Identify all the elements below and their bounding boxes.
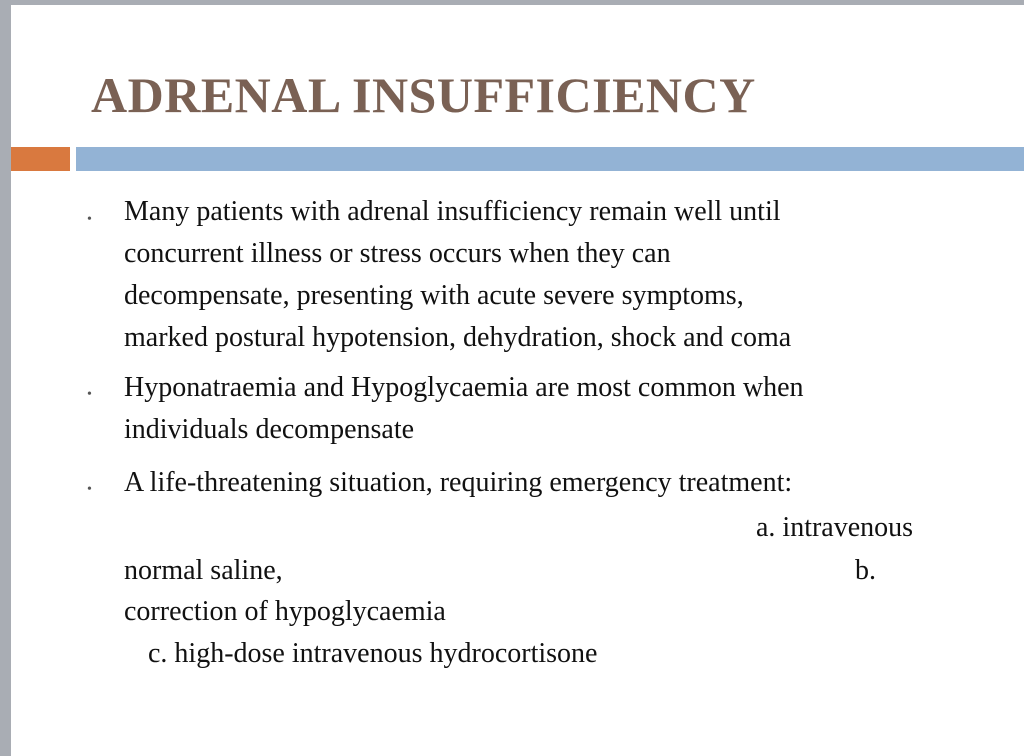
treatment-item-a: a. intravenous bbox=[756, 512, 914, 543]
window-frame-left bbox=[0, 0, 11, 756]
slide-title: ADRENAL INSUFFICIENCY bbox=[91, 67, 756, 123]
bullet-line: Many patients with adrenal insufficiency remain well until bbox=[124, 196, 781, 227]
bullet-text bbox=[124, 367, 804, 451]
bullet-marker: • bbox=[87, 212, 92, 227]
slide-content bbox=[11, 5, 1024, 756]
treatment-item-a-continuation: normal saline, bbox=[124, 555, 283, 586]
bullet-line: A life-threatening situation, requiring emergency treatment: bbox=[124, 467, 793, 498]
treatment-item-b: b. bbox=[855, 555, 876, 586]
bullet-text bbox=[124, 191, 791, 359]
bullet-line: individuals decompensate bbox=[124, 414, 415, 445]
slide bbox=[11, 5, 1024, 756]
bullet-text bbox=[124, 462, 792, 504]
bullet-line: concurrent illness or stress occurs when they can bbox=[124, 238, 671, 269]
bullet-marker: • bbox=[87, 482, 92, 497]
bullet-line: marked postural hypotension, dehydration, shock and coma bbox=[124, 322, 792, 353]
treatment-item-c: c. high-dose intravenous hydrocortisone bbox=[148, 638, 598, 669]
bullet-marker: • bbox=[87, 387, 92, 402]
treatment-item-b-continuation: correction of hypoglycaemia bbox=[124, 596, 446, 627]
bullet-line: Hyponatraemia and Hypoglycaemia are most common when bbox=[124, 372, 804, 403]
bullet-line: decompensate, presenting with acute severe symptoms, bbox=[124, 280, 744, 311]
